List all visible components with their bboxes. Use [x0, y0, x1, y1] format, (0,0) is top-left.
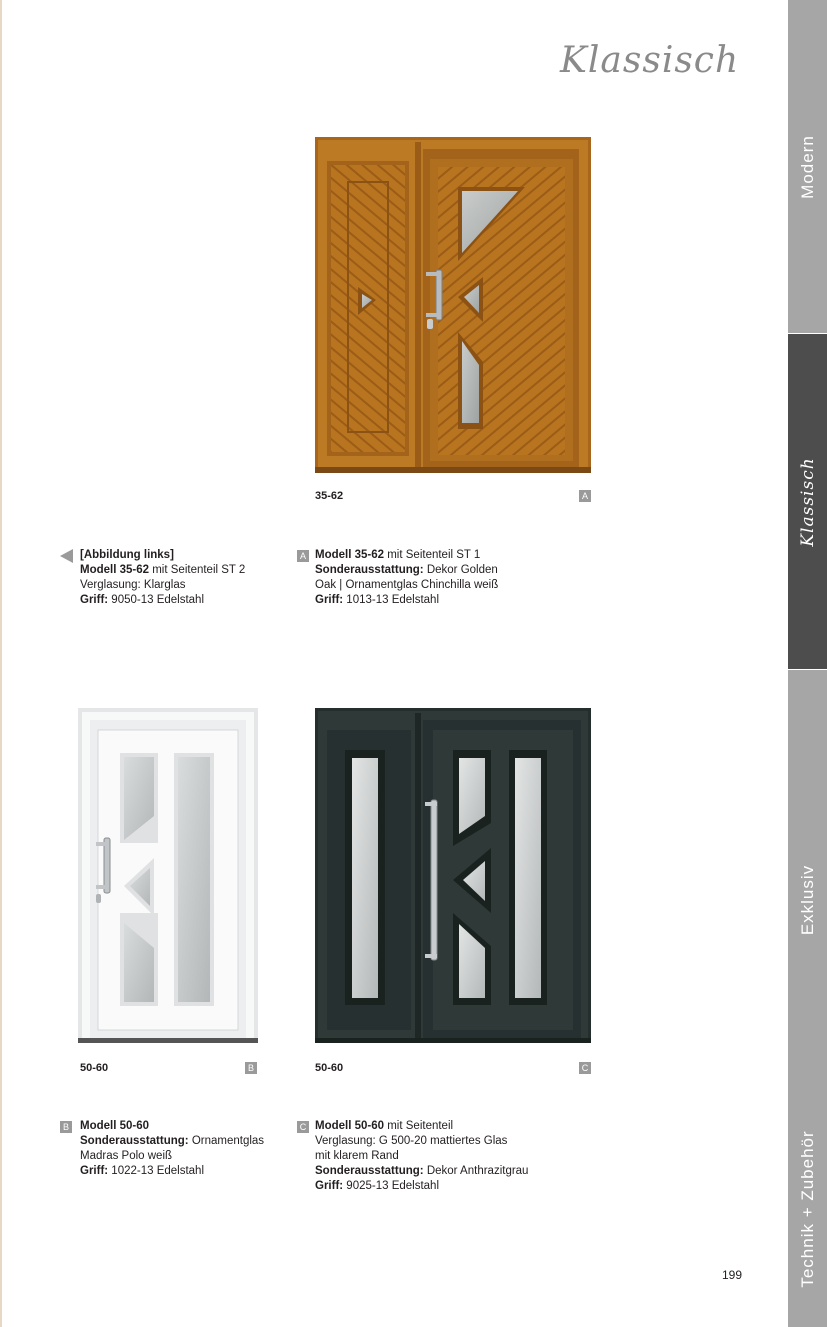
desc-a-model: Modell 35-62	[315, 549, 385, 561]
desc-left-heading: [Abbildung links]	[80, 549, 174, 561]
tab-exklusiv-label: Exklusiv	[797, 864, 817, 936]
desc-b-model: Modell 50-60	[80, 1120, 150, 1132]
desc-a-sonder-value: Dekor Golden	[423, 564, 498, 576]
desc-a-griff-value: 1013-13 Edelstahl	[343, 594, 440, 606]
desc-c-griff-label: Griff:	[315, 1180, 344, 1192]
desc-c-model: Modell 50-60	[315, 1120, 385, 1132]
tab-modern-label: Modern	[797, 134, 817, 199]
desc-c-line2: Verglasung: G 500-20 mattiertes Glas	[315, 1135, 508, 1147]
tab-technik-zubehoer[interactable]	[788, 1090, 827, 1327]
desc-a-model-rest: mit Seitenteil ST 1	[384, 549, 481, 561]
desc-a-marker: A	[297, 550, 309, 562]
description-c	[315, 1119, 555, 1194]
door-image-35-62	[315, 137, 591, 473]
figure-a-model: 35-62	[315, 490, 344, 502]
desc-left-line2: Verglasung: Klarglas	[80, 579, 186, 591]
figure-a-letter: A	[579, 490, 591, 502]
desc-c-griff-value: 9025-13 Edelstahl	[343, 1180, 440, 1192]
tab-technik-label: Technik + Zubehör	[797, 1129, 817, 1288]
tab-klassisch-label: Klassisch	[797, 456, 818, 547]
desc-a-griff-label: Griff:	[315, 594, 344, 606]
page-edge	[0, 0, 2, 1327]
desc-left-model: Modell 35-62	[80, 564, 150, 576]
desc-c-marker: C	[297, 1121, 309, 1133]
figure-c-letter: C	[579, 1062, 591, 1074]
desc-b-griff-value: 1022-13 Edelstahl	[108, 1165, 205, 1177]
page-title: Klassisch	[560, 40, 740, 81]
tab-modern[interactable]	[788, 0, 827, 333]
description-left	[80, 548, 280, 608]
door-image-50-60-anthrazit	[315, 708, 591, 1043]
desc-c-sonder-value: Dekor Anthrazitgrau	[423, 1165, 529, 1177]
desc-c-line3: mit klarem Rand	[315, 1150, 399, 1162]
desc-b-griff-label: Griff:	[80, 1165, 109, 1177]
door-image-50-60-white	[78, 708, 258, 1043]
desc-a-sonder-label: Sonderausstattung:	[315, 564, 424, 576]
desc-left-griff-label: Griff:	[80, 594, 109, 606]
description-b	[80, 1119, 280, 1179]
desc-c-sonder-label: Sonderausstattung:	[315, 1165, 424, 1177]
tab-klassisch[interactable]	[788, 334, 827, 669]
arrow-left-icon	[60, 549, 73, 563]
desc-left-model-rest: mit Seitenteil ST 2	[149, 564, 246, 576]
desc-a-line3: Oak | Ornamentglas Chinchilla weiß	[315, 579, 499, 591]
figure-c-model: 50-60	[315, 1062, 344, 1074]
desc-b-sonder-label: Sonderausstattung:	[80, 1135, 189, 1147]
desc-c-model-rest: mit Seitenteil	[384, 1120, 454, 1132]
figure-b-letter: B	[245, 1062, 257, 1074]
desc-b-sonder-value: Ornamentglas	[188, 1135, 265, 1147]
desc-left-griff-value: 9050-13 Edelstahl	[108, 594, 205, 606]
page-number: 199	[722, 1268, 743, 1282]
desc-b-marker: B	[60, 1121, 72, 1133]
desc-b-line3: Madras Polo weiß	[80, 1150, 173, 1162]
side-tabs	[788, 0, 827, 1327]
figure-b-model: 50-60	[80, 1062, 109, 1074]
description-a	[315, 548, 545, 608]
